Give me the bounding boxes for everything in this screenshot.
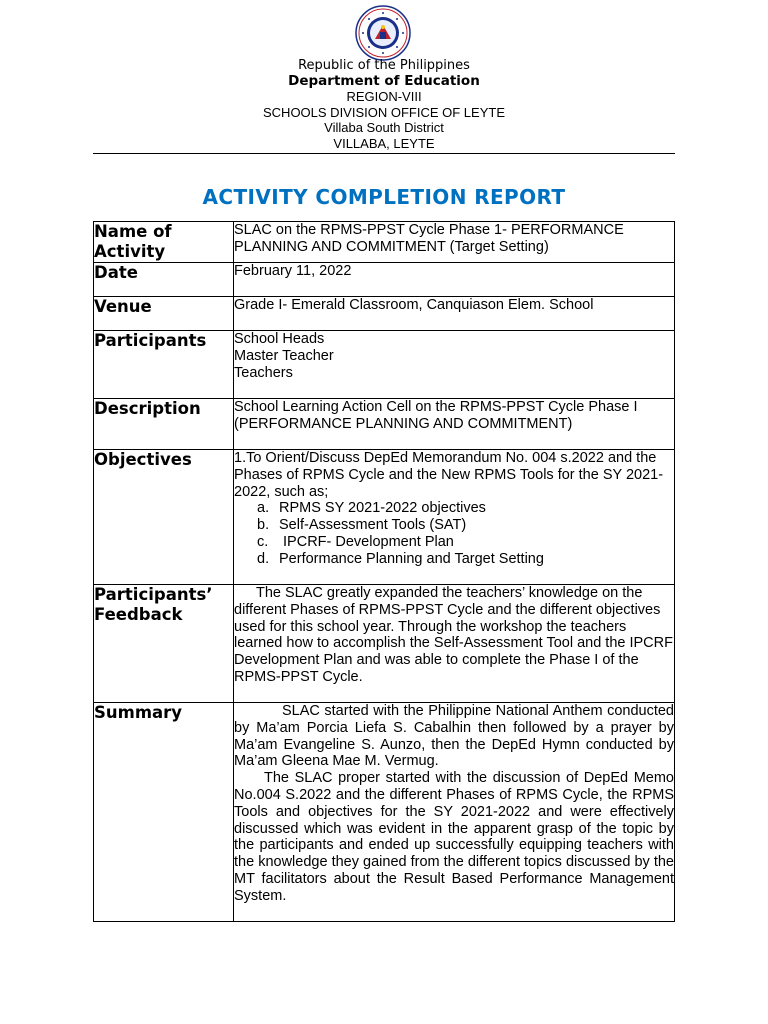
objective-marker: c. (257, 533, 269, 550)
feedback-label-text: Participants’ Feedback (94, 585, 213, 624)
district-line: Villaba South District (324, 120, 444, 135)
value-description: School Learning Action Cell on the RPMS-PPST Cycle Phase I (PERFORMANCE PLANNING AND COMMITMENT) (234, 399, 675, 450)
participant-item: School Heads (234, 331, 325, 347)
objectives-intro: 1.To Orient/Discuss DepEd Memorandum No. 004 s.2022 and the Phases of RPMS Cycle and the New RPMS Tools for the SY 2021-2022, such as; (234, 450, 664, 500)
objective-text: Performance Planning and Target Setting (279, 550, 544, 567)
objective-text: IPCRF- Development Plan (279, 533, 454, 550)
value-venue: Grade I- Emerald Classroom, Canquiason Elem. School (234, 297, 675, 331)
objective-item (234, 534, 674, 551)
objective-item (234, 551, 674, 568)
label-participants: Participants (94, 331, 234, 399)
summary-paragraph-2: The SLAC proper started with the discussion of DepEd Memo No.004 S.2022 and the different Phases of RPMS Cycle, the RPMS Tools and objectives for the SY 2021-2022 and were effectively discussed which was evident in the apparent grasp of the topic by the participants and ended up successfully equipping teachers with the knowledge they gained from the different topics discussed by the MT facilitators about the Result Based Performance Management System. (234, 770, 674, 904)
objective-text: Self-Assessment Tools (SAT) (279, 517, 467, 534)
objective-marker: b. (257, 517, 270, 534)
feedback-text: The SLAC greatly expanded the teachers’ knowledge on the different Phases of RPMS-PPST Cycle and the different objectives used for this school year. Through the workshop the teachers learned how to accomplish the Self-Assessment Tool and the IPCRF Development Plan and was able to complete the Phase I of the RPMS-PPST Cycle. (234, 585, 673, 685)
participant-item: Master Teacher (234, 347, 334, 364)
label-venue: Venue (94, 297, 234, 331)
table-row-participants (94, 331, 675, 399)
label-objectives: Objectives (94, 450, 234, 585)
label-feedback (94, 585, 234, 703)
report-table (93, 221, 675, 922)
division-line: SCHOOLS DIVISION OFFICE OF LEYTE (263, 104, 505, 120)
table-row-feedback (94, 585, 675, 703)
republic-line: Republic of the Philippines (298, 58, 470, 73)
objective-item (234, 500, 674, 517)
objective-marker: d. (257, 550, 270, 567)
summary-paragraph-1: SLAC started with the Philippine National Anthem conducted by Ma’am Porcia Liefa S. Cabalhin then followed by a prayer by Ma’am Evangeline S. Aunzo, then the DepEd Hymn conducted by Ma’am Gleena Mae M. Vermug. (234, 703, 674, 770)
label-summary: Summary (94, 703, 234, 922)
table-row-summary (94, 703, 675, 922)
letterhead (0, 58, 768, 151)
value-date: February 11, 2022 (234, 263, 675, 297)
value-feedback (234, 585, 675, 703)
table-row-venue (94, 297, 675, 331)
objective-item (234, 517, 674, 534)
participant-item: Teachers (234, 364, 293, 381)
objective-text: RPMS SY 2021-2022 objectives (279, 500, 486, 517)
value-participants (234, 331, 675, 399)
table-row-date (94, 263, 675, 297)
department-line: Department of Education (288, 72, 480, 89)
label-date: Date (94, 263, 234, 297)
label-activity: Name of Activity (94, 222, 234, 263)
region-line: REGION-VIII (346, 89, 422, 104)
value-objectives (234, 450, 675, 585)
table-row-objectives (94, 450, 675, 585)
value-activity: SLAC on the RPMS-PPST Cycle Phase 1- PERFORMANCE PLANNING AND COMMITMENT (Target Setting) (234, 222, 675, 263)
deped-seal-logo (355, 5, 411, 61)
label-description: Description (94, 399, 234, 450)
value-summary (234, 703, 675, 922)
town-line: VILLABA, LEYTE (333, 135, 435, 151)
header-divider (93, 153, 675, 154)
objective-marker: a. (257, 500, 270, 517)
table-row-activity (94, 222, 675, 263)
report-title: ACTIVITY COMPLETION REPORT (202, 185, 566, 209)
table-row-description (94, 399, 675, 450)
